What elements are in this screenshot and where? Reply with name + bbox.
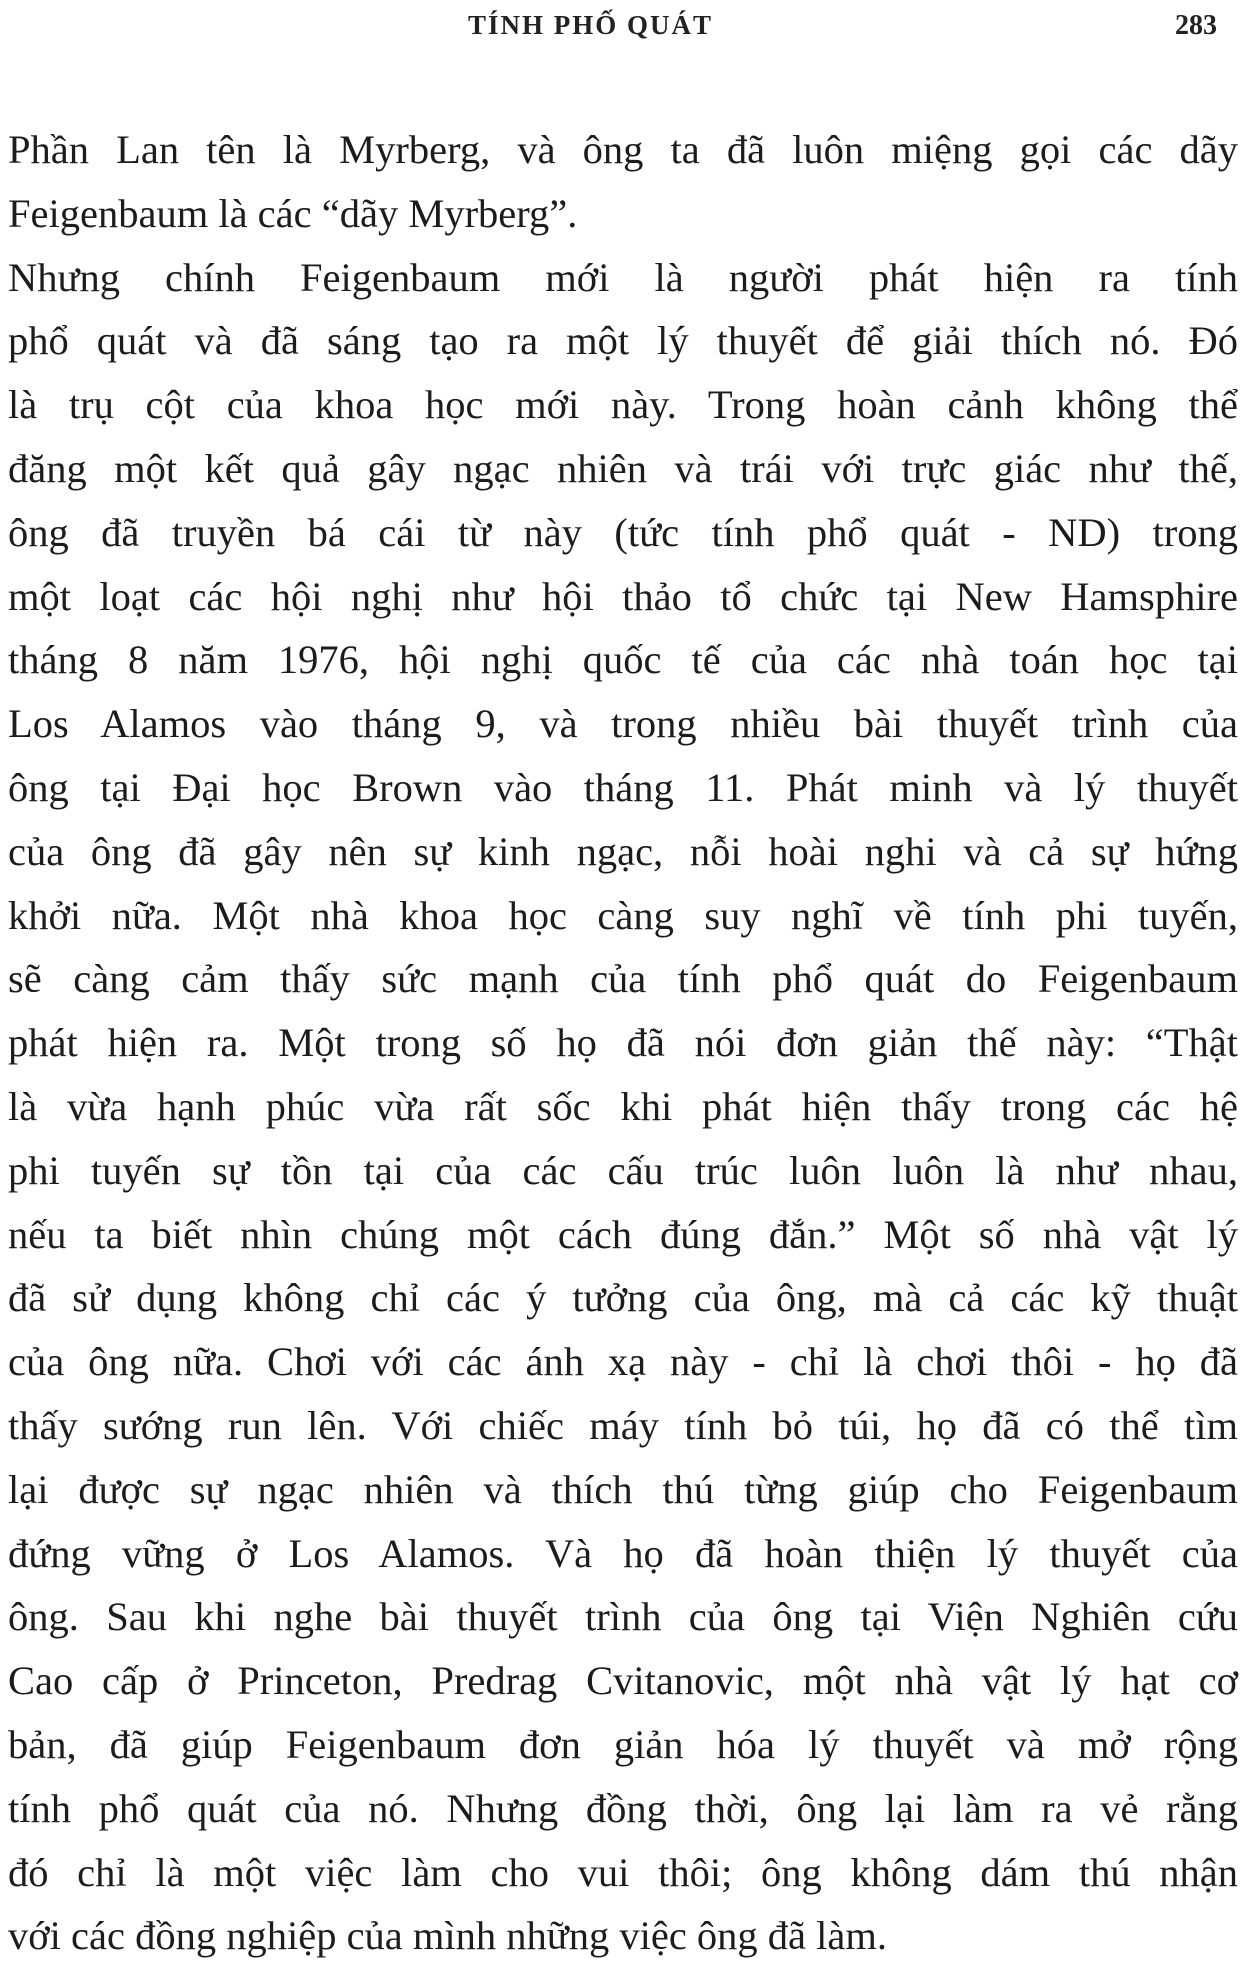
- text-line: đó chỉ là một việc làm cho vui thôi; ông không dám thú nhận: [8, 1849, 1238, 1895]
- text-line: của ông đã gây nên sự kinh ngạc, nỗi hoài nghi và cả sự hứng: [8, 828, 1238, 874]
- text-line: ông. Sau khi nghe bài thuyết trình của ông tại Viện Nghiên cứu: [8, 1594, 1238, 1640]
- text-line: tháng 8 năm 1976, hội nghị quốc tế của các nhà toán học tại: [8, 637, 1238, 683]
- text-line: một loạt các hội nghị như hội thảo tổ chức tại New Hamsphire: [8, 573, 1238, 619]
- text-line: Phần Lan tên là Myrberg, và ông ta đã luôn miệng gọi các dãy: [8, 127, 1238, 172]
- text-line: Los Alamos vào tháng 9, và trong nhiều bài thuyết trình của: [8, 701, 1238, 747]
- text-line: nếu ta biết nhìn chúng một cách đúng đắn.” Một số nhà vật lý: [8, 1211, 1238, 1257]
- text-line: ông đã truyền bá cái từ này (tức tính phổ quát - ND) trong: [8, 509, 1238, 555]
- running-header: [0, 10, 1248, 54]
- text-line: thấy sướng run lên. Với chiếc máy tính bỏ túi, họ đã có thể tìm: [8, 1402, 1238, 1448]
- text-line: với các đồng nghiệp của mình những việc ông đã làm.: [8, 1913, 888, 1959]
- text-line: Nhưng chính Feigenbaum mới là người phát hiện ra tính: [8, 254, 1238, 300]
- body-text: [8, 118, 1238, 1968]
- text-line: tính phổ quát của nó. Nhưng đồng thời, ông lại làm ra vẻ rằng: [8, 1785, 1238, 1831]
- text-line: của ông nữa. Chơi với các ánh xạ này - chỉ là chơi thôi - họ đã: [8, 1339, 1238, 1385]
- text-line: lại được sự ngạc nhiên và thích thú từng giúp cho Feigenbaum: [8, 1466, 1238, 1512]
- text-line: đã sử dụng không chỉ các ý tưởng của ông, mà cả các kỹ thuật: [8, 1275, 1238, 1321]
- text-line: khởi nữa. Một nhà khoa học càng suy nghĩ về tính phi tuyến,: [8, 892, 1238, 938]
- text-line: đăng một kết quả gây ngạc nhiên và trái với trực giác như thế,: [8, 445, 1238, 491]
- text-line: phi tuyến sự tồn tại của các cấu trúc luôn luôn là như nhau,: [8, 1147, 1238, 1193]
- running-title: TÍNH PHỐ QUÁT: [468, 10, 714, 40]
- page-number: 283: [1175, 10, 1217, 41]
- text-line: phổ quát và đã sáng tạo ra một lý thuyết để giải thích nó. Đó: [8, 318, 1238, 364]
- text-line: là trụ cột của khoa học mới này. Trong hoàn cảnh không thể: [8, 382, 1238, 428]
- text-line: ông tại Đại học Brown vào tháng 11. Phát minh và lý thuyết: [8, 764, 1238, 810]
- text-line: bản, đã giúp Feigenbaum đơn giản hóa lý thuyết và mở rộng: [8, 1721, 1238, 1767]
- text-line: Cao cấp ở Princeton, Predrag Cvitanovic, một nhà vật lý hạt cơ: [8, 1658, 1238, 1704]
- text-line: là vừa hạnh phúc vừa rất sốc khi phát hiện thấy trong các hệ: [8, 1083, 1238, 1129]
- text-line: phát hiện ra. Một trong số họ đã nói đơn giản thế này: “Thật: [8, 1020, 1238, 1066]
- text-line: đứng vững ở Los Alamos. Và họ đã hoàn thiện lý thuyết của: [8, 1530, 1238, 1576]
- text-line: Feigenbaum là các “dãy Myrberg”.: [8, 190, 578, 236]
- text-line: sẽ càng cảm thấy sức mạnh của tính phổ quát do Feigenbaum: [8, 956, 1238, 1002]
